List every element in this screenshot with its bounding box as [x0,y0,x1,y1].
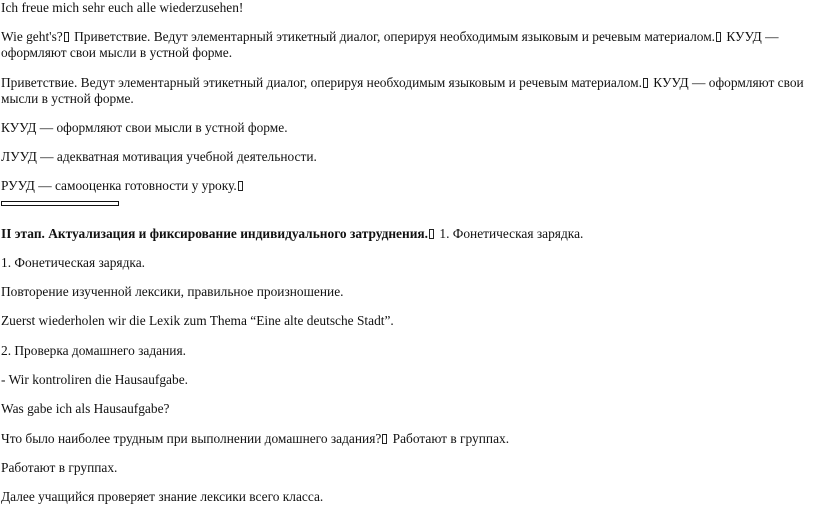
vocab-repeat-text: Повторение изученной лексики, правильное произношение. [1,284,344,299]
separator-box [1,201,119,206]
ruud-text: РУУД — самооценка готовности у уроку. [1,178,237,193]
kontroliren-text: - Wir kontroliren die Hausaufgabe. [1,372,188,387]
paragraph-kuud [1,120,806,136]
zuerst-text: Zuerst wiederholen wir die Lexik zum Thema “Eine alte deutsche Stadt”. [1,313,394,328]
phonetics-text: 1. Фонетическая зарядка. [1,255,145,270]
homework-check-text: 2. Проверка домашнего задания. [1,343,186,358]
groups-text: Работают в группах. [1,460,118,475]
missing-glyph-icon [64,32,69,42]
stage-heading [1,226,806,242]
missing-glyph-icon [429,229,434,239]
paragraph-vocab-repeat [1,284,806,300]
paragraph-greeting-dialog [1,29,806,61]
question-text: Wie geht's? [1,29,63,44]
paragraph-greeting-description [1,75,806,107]
paragraph-ruud [1,178,806,194]
greeting-description: Приветствие. Ведут элементарный этикетный диалог, оперируя необходимым языковым и речевым материалом. [1,75,642,90]
was-gabe-text: Was gabe ich als Hausaufgabe? [1,401,170,416]
stage-title: II этап. Актуализация и фиксирование индивидуального затруднения. [1,226,429,241]
paragraph-groups [1,460,806,476]
paragraph-student-checks [1,489,806,505]
paragraph-luud [1,149,806,165]
kuud-text: КУУД — оформляют свои мысли в устной форме. [1,120,288,135]
greeting-description: Приветствие. Ведут элементарный этикетный диалог, оперируя необходимым языковым и речевым материалом. [70,29,716,44]
missing-glyph-icon [238,181,243,191]
paragraph-difficult [1,431,806,447]
missing-glyph-icon [716,32,721,42]
paragraph-kontroliren [1,372,806,388]
greeting-line [1,0,806,16]
student-checks-text: Далее учащийся проверяет знание лексики всего класса. [1,489,324,504]
paragraph-phonetics [1,255,806,271]
groups-text: Работают в группах. [389,431,510,446]
luud-text: ЛУУД — адекватная мотивация учебной деятельности. [1,149,317,164]
kuud-text: КУУД — оформляют свои мысли в устной форме. [1,75,804,106]
greeting-text: Ich freue mich sehr euch alle wiederzusehen! [1,0,244,15]
missing-glyph-icon [643,78,648,88]
difficult-question-text: Что было наиболее трудным при выполнении домашнего задания? [1,431,382,446]
missing-glyph-icon [382,434,387,444]
paragraph-was-gabe [1,401,806,417]
paragraph-zuerst [1,313,806,329]
stage-subtitle: 1. Фонетическая зарядка. [436,226,584,241]
kuud-text: КУУД — оформляют свои мысли в устной форме. [1,29,779,60]
paragraph-homework-check [1,343,806,359]
